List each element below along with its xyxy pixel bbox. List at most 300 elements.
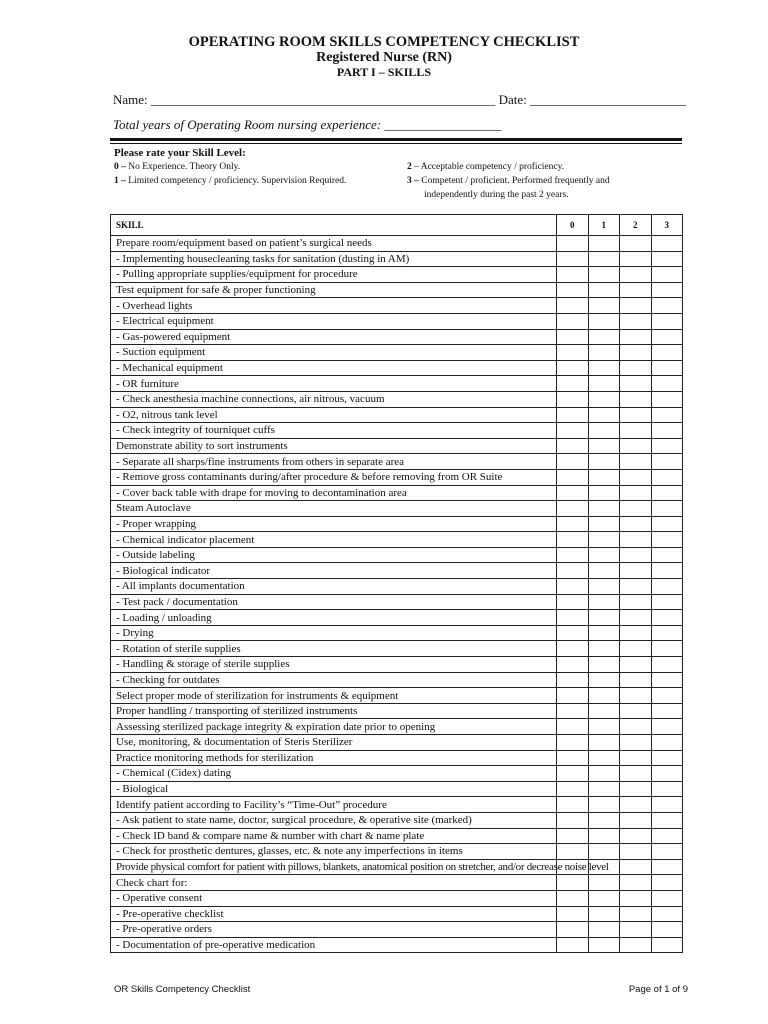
skills-table-body <box>111 236 683 953</box>
rating-cell-3[interactable] <box>651 501 683 517</box>
rating-cell-0[interactable] <box>557 641 589 657</box>
table-row <box>111 641 683 657</box>
rating-cell-1[interactable] <box>588 438 620 454</box>
table-row <box>111 890 683 906</box>
table-row <box>111 703 683 719</box>
legend-num: 0 – <box>114 162 126 172</box>
rating-cell-2[interactable] <box>620 750 652 766</box>
rating-cell-0[interactable] <box>557 657 589 673</box>
rating-cell-1[interactable] <box>588 579 620 595</box>
rating-cell-0[interactable] <box>557 906 589 922</box>
rating-cell-3[interactable] <box>651 735 683 751</box>
rating-cell-3[interactable] <box>651 532 683 548</box>
rating-cell-2[interactable] <box>620 267 652 283</box>
rating-cell-1[interactable] <box>588 797 620 813</box>
rating-cell-0[interactable] <box>557 485 589 501</box>
rating-cell-1[interactable] <box>588 376 620 392</box>
rating-cell-2[interactable] <box>620 345 652 361</box>
skill-cell: - Suction equipment <box>111 345 557 361</box>
skill-cell: - Biological <box>111 781 557 797</box>
rating-cell-3[interactable] <box>651 313 683 329</box>
table-row <box>111 797 683 813</box>
skill-cell: - Loading / unloading <box>111 610 557 626</box>
table-row <box>111 719 683 735</box>
rating-cell-1[interactable] <box>588 641 620 657</box>
rating-cell-3[interactable] <box>651 688 683 704</box>
rating-cell-2[interactable] <box>620 423 652 439</box>
table-row <box>111 236 683 252</box>
legend-text: – Acceptable competency / proficiency. <box>411 162 565 172</box>
rating-cell-2[interactable] <box>620 828 652 844</box>
skill-cell: - Gas-powered equipment <box>111 329 557 345</box>
rating-cell-2[interactable] <box>620 844 652 860</box>
rating-cell-3[interactable] <box>651 797 683 813</box>
rating-cell-0[interactable] <box>557 781 589 797</box>
rating-cell-3[interactable] <box>651 407 683 423</box>
rating-cell-2[interactable] <box>620 579 652 595</box>
rating-cell-2[interactable] <box>620 812 652 828</box>
rating-cell-1[interactable] <box>588 937 620 953</box>
rating-cell-2[interactable] <box>620 501 652 517</box>
rating-cell-1[interactable] <box>588 563 620 579</box>
divider-thin <box>110 143 682 144</box>
rating-cell-2[interactable] <box>620 251 652 267</box>
table-header-row <box>111 215 683 236</box>
table-row <box>111 812 683 828</box>
name-date-line[interactable]: Name: _____________________________________________________ Date: ________________________ <box>113 92 687 107</box>
rating-cell-2[interactable] <box>620 890 652 906</box>
table-row <box>111 579 683 595</box>
rating-cell-3[interactable] <box>651 657 683 673</box>
table-row <box>111 329 683 345</box>
table-row <box>111 610 683 626</box>
rating-cell-2[interactable] <box>620 360 652 376</box>
skill-cell: - Check integrity of tourniquet cuffs <box>111 423 557 439</box>
table-row <box>111 657 683 673</box>
skill-cell: - Electrical equipment <box>111 313 557 329</box>
table-row <box>111 532 683 548</box>
skill-cell: - Pre-operative orders <box>111 922 557 938</box>
rating-cell-1[interactable] <box>588 391 620 407</box>
skill-cell: - Cover back table with drape for moving to decontamination area <box>111 485 557 501</box>
rating-cell-2[interactable] <box>620 781 652 797</box>
table-row <box>111 516 683 532</box>
rating-cell-3[interactable] <box>651 485 683 501</box>
rating-cell-2[interactable] <box>620 859 652 875</box>
skill-cell: - Handling & storage of sterile supplies <box>111 657 557 673</box>
skill-cell: - Chemical (Cidex) dating <box>111 766 557 782</box>
rating-cell-2[interactable] <box>620 625 652 641</box>
rating-cell-2[interactable] <box>620 922 652 938</box>
skill-cell: - Check anesthesia machine connections, air nitrous, vacuum <box>111 391 557 407</box>
rating-cell-1[interactable] <box>588 766 620 782</box>
rating-cell-1[interactable] <box>588 423 620 439</box>
rating-cell-3[interactable] <box>651 812 683 828</box>
rating-cell-3[interactable] <box>651 828 683 844</box>
header-skill: SKILL <box>111 215 557 236</box>
table-row <box>111 501 683 517</box>
skills-table <box>110 214 683 953</box>
rating-cell-0[interactable] <box>557 750 589 766</box>
rating-cell-0[interactable] <box>557 267 589 283</box>
legend-text: Limited competency / proficiency. Supervision Required. <box>125 176 347 186</box>
rating-cell-3[interactable] <box>651 251 683 267</box>
rating-cell-3[interactable] <box>651 625 683 641</box>
skill-cell: Prepare room/equipment based on patient’s surgical needs <box>111 236 557 252</box>
skill-cell: Steam Autoclave <box>111 501 557 517</box>
rating-cell-2[interactable] <box>620 313 652 329</box>
legend-title: Please rate your Skill Level: <box>114 147 246 159</box>
rating-cell-1[interactable] <box>588 781 620 797</box>
rating-cell-3[interactable] <box>651 890 683 906</box>
rating-cell-3[interactable] <box>651 329 683 345</box>
header-level-0: 0 <box>557 215 589 236</box>
rating-cell-0[interactable] <box>557 469 589 485</box>
header-level-3: 3 <box>651 215 683 236</box>
rating-cell-0[interactable] <box>557 282 589 298</box>
rating-cell-3[interactable] <box>651 267 683 283</box>
table-row <box>111 844 683 860</box>
rating-cell-2[interactable] <box>620 485 652 501</box>
rating-cell-3[interactable] <box>651 391 683 407</box>
rating-cell-1[interactable] <box>588 890 620 906</box>
rating-cell-3[interactable] <box>651 875 683 891</box>
rating-cell-2[interactable] <box>620 875 652 891</box>
rating-cell-0[interactable] <box>557 345 589 361</box>
footer-title: OR Skills Competency Checklist <box>114 984 251 995</box>
rating-cell-1[interactable] <box>588 454 620 470</box>
rating-cell-3[interactable] <box>651 859 683 875</box>
rating-cell-0[interactable] <box>557 251 589 267</box>
rating-cell-2[interactable] <box>620 454 652 470</box>
document-subtitle: Registered Nurse (RN) <box>316 50 452 65</box>
rating-cell-0[interactable] <box>557 360 589 376</box>
rating-cell-2[interactable] <box>620 703 652 719</box>
rating-cell-3[interactable] <box>651 423 683 439</box>
rating-cell-3[interactable] <box>651 454 683 470</box>
experience-line[interactable]: Total years of Operating Room nursing experience: __________________ <box>113 117 502 132</box>
rating-cell-3[interactable] <box>651 672 683 688</box>
rating-cell-0[interactable] <box>557 501 589 517</box>
skill-cell: - Check for prosthetic dentures, glasses, etc. & note any imperfections in items <box>111 844 557 860</box>
rating-cell-3[interactable] <box>651 594 683 610</box>
skill-cell: - Pre-operative checklist <box>111 906 557 922</box>
rating-cell-1[interactable] <box>588 625 620 641</box>
rating-cell-2[interactable] <box>620 391 652 407</box>
rating-cell-2[interactable] <box>620 547 652 563</box>
table-row <box>111 485 683 501</box>
table-row <box>111 313 683 329</box>
rating-cell-3[interactable] <box>651 360 683 376</box>
table-row <box>111 407 683 423</box>
rating-cell-1[interactable] <box>588 329 620 345</box>
document-title: OPERATING ROOM SKILLS COMPETENCY CHECKLIST <box>188 34 580 50</box>
rating-cell-0[interactable] <box>557 563 589 579</box>
rating-cell-0[interactable] <box>557 719 589 735</box>
rating-cell-1[interactable] <box>588 547 620 563</box>
rating-cell-1[interactable] <box>588 812 620 828</box>
skill-cell: - Ask patient to state name, doctor, surgical procedure, & operative site (marked) <box>111 812 557 828</box>
rating-cell-0[interactable] <box>557 797 589 813</box>
skill-cell: Check chart for: <box>111 875 557 891</box>
rating-cell-1[interactable] <box>588 501 620 517</box>
table-row <box>111 766 683 782</box>
legend-item-3-continued: independently during the past 2 years. <box>424 190 569 200</box>
rating-cell-3[interactable] <box>651 766 683 782</box>
rating-cell-0[interactable] <box>557 532 589 548</box>
rating-cell-0[interactable] <box>557 298 589 314</box>
skill-cell: - OR furniture <box>111 376 557 392</box>
skill-cell: Test equipment for safe & proper functioning <box>111 282 557 298</box>
skill-cell: - Test pack / documentation <box>111 594 557 610</box>
footer-page-number: Page of 1 of 9 <box>628 984 688 995</box>
rating-cell-1[interactable] <box>588 298 620 314</box>
table-row <box>111 922 683 938</box>
skill-cell: Practice monitoring methods for sterilization <box>111 750 557 766</box>
legend-text: No Experience. Theory Only. <box>125 162 241 172</box>
rating-cell-3[interactable] <box>651 937 683 953</box>
rating-cell-1[interactable] <box>588 516 620 532</box>
rating-cell-3[interactable] <box>651 345 683 361</box>
skill-cell: - Biological indicator <box>111 563 557 579</box>
rating-cell-0[interactable] <box>557 688 589 704</box>
rating-cell-0[interactable] <box>557 844 589 860</box>
skill-cell: - Drying <box>111 625 557 641</box>
rating-cell-3[interactable] <box>651 516 683 532</box>
rating-cell-2[interactable] <box>620 298 652 314</box>
legend-text: Competent / proficient. Performed frequently and <box>418 176 610 186</box>
rating-cell-0[interactable] <box>557 610 589 626</box>
rating-cell-1[interactable] <box>588 313 620 329</box>
rating-cell-0[interactable] <box>557 890 589 906</box>
rating-cell-0[interactable] <box>557 922 589 938</box>
table-row <box>111 875 683 891</box>
rating-cell-1[interactable] <box>588 922 620 938</box>
rating-cell-2[interactable] <box>620 329 652 345</box>
table-row <box>111 547 683 563</box>
table-row <box>111 781 683 797</box>
rating-cell-0[interactable] <box>557 376 589 392</box>
rating-cell-2[interactable] <box>620 407 652 423</box>
rating-cell-2[interactable] <box>620 236 652 252</box>
rating-cell-1[interactable] <box>588 282 620 298</box>
rating-cell-1[interactable] <box>588 532 620 548</box>
rating-cell-1[interactable] <box>588 844 620 860</box>
rating-cell-1[interactable] <box>588 236 620 252</box>
skill-cell: - O2, nitrous tank level <box>111 407 557 423</box>
skill-cell: Use, monitoring, & documentation of Steris Sterilizer <box>111 735 557 751</box>
skill-cell: - Rotation of sterile supplies <box>111 641 557 657</box>
rating-cell-1[interactable] <box>588 688 620 704</box>
rating-cell-0[interactable] <box>557 703 589 719</box>
rating-cell-0[interactable] <box>557 875 589 891</box>
table-row <box>111 438 683 454</box>
skill-cell: Assessing sterilized package integrity & expiration date prior to opening <box>111 719 557 735</box>
rating-cell-3[interactable] <box>651 641 683 657</box>
rating-cell-1[interactable] <box>588 828 620 844</box>
rating-cell-3[interactable] <box>651 563 683 579</box>
rating-cell-0[interactable] <box>557 937 589 953</box>
rating-cell-1[interactable] <box>588 594 620 610</box>
table-row <box>111 672 683 688</box>
rating-cell-3[interactable] <box>651 610 683 626</box>
table-row <box>111 423 683 439</box>
rating-cell-2[interactable] <box>620 594 652 610</box>
rating-cell-1[interactable] <box>588 345 620 361</box>
rating-cell-1[interactable] <box>588 735 620 751</box>
rating-cell-1[interactable] <box>588 657 620 673</box>
table-row <box>111 937 683 953</box>
table-row <box>111 282 683 298</box>
legend-num: 3 – <box>407 176 419 186</box>
rating-cell-2[interactable] <box>620 937 652 953</box>
skill-cell: Select proper mode of sterilization for instruments & equipment <box>111 688 557 704</box>
rating-cell-2[interactable] <box>620 688 652 704</box>
skill-cell: Demonstrate ability to sort instruments <box>111 438 557 454</box>
skill-cell: - All implants documentation <box>111 579 557 595</box>
skill-cell: - Pulling appropriate supplies/equipment for procedure <box>111 267 557 283</box>
rating-cell-0[interactable] <box>557 313 589 329</box>
rating-cell-2[interactable] <box>620 376 652 392</box>
legend-item-3 <box>407 176 610 186</box>
rating-cell-1[interactable] <box>588 469 620 485</box>
table-row <box>111 345 683 361</box>
rating-cell-0[interactable] <box>557 735 589 751</box>
rating-cell-0[interactable] <box>557 454 589 470</box>
rating-cell-1[interactable] <box>588 672 620 688</box>
skill-cell: Provide physical comfort for patient with pillows, blankets, anatomical position on stretcher, and/or decrease noise level <box>111 859 557 875</box>
rating-cell-2[interactable] <box>620 469 652 485</box>
table-row <box>111 391 683 407</box>
rating-cell-3[interactable] <box>651 719 683 735</box>
rating-cell-2[interactable] <box>620 641 652 657</box>
rating-cell-0[interactable] <box>557 516 589 532</box>
table-row <box>111 563 683 579</box>
rating-cell-1[interactable] <box>588 719 620 735</box>
rating-cell-3[interactable] <box>651 844 683 860</box>
skill-cell: - Check ID band & compare name & number with chart & name plate <box>111 828 557 844</box>
rating-cell-3[interactable] <box>651 750 683 766</box>
rating-cell-1[interactable] <box>588 251 620 267</box>
skill-cell: - Implementing housecleaning tasks for sanitation (dusting in AM) <box>111 251 557 267</box>
table-row <box>111 906 683 922</box>
rating-cell-3[interactable] <box>651 547 683 563</box>
table-row <box>111 251 683 267</box>
rating-cell-3[interactable] <box>651 236 683 252</box>
rating-cell-1[interactable] <box>588 267 620 283</box>
rating-cell-0[interactable] <box>557 407 589 423</box>
rating-cell-2[interactable] <box>620 657 652 673</box>
header-level-2: 2 <box>620 215 652 236</box>
rating-cell-2[interactable] <box>620 516 652 532</box>
rating-cell-2[interactable] <box>620 906 652 922</box>
table-row <box>111 298 683 314</box>
rating-cell-2[interactable] <box>620 735 652 751</box>
divider-thick <box>110 138 682 141</box>
rating-cell-0[interactable] <box>557 672 589 688</box>
rating-cell-3[interactable] <box>651 703 683 719</box>
table-row <box>111 594 683 610</box>
rating-cell-3[interactable] <box>651 922 683 938</box>
rating-cell-1[interactable] <box>588 610 620 626</box>
rating-cell-0[interactable] <box>557 625 589 641</box>
rating-cell-1[interactable] <box>588 407 620 423</box>
rating-cell-0[interactable] <box>557 766 589 782</box>
rating-cell-3[interactable] <box>651 469 683 485</box>
rating-cell-0[interactable] <box>557 579 589 595</box>
rating-cell-2[interactable] <box>620 719 652 735</box>
table-row <box>111 360 683 376</box>
table-row <box>111 376 683 392</box>
legend-num: 2 <box>407 162 412 172</box>
document-part: PART I – SKILLS <box>336 65 432 79</box>
rating-cell-3[interactable] <box>651 579 683 595</box>
rating-cell-1[interactable] <box>588 750 620 766</box>
table-row <box>111 267 683 283</box>
skill-cell: - Proper wrapping <box>111 516 557 532</box>
rating-cell-2[interactable] <box>620 563 652 579</box>
skill-cell: - Separate all sharps/fine instruments from others in separate area <box>111 454 557 470</box>
skill-cell: - Checking for outdates <box>111 672 557 688</box>
table-row <box>111 625 683 641</box>
legend-item-2 <box>407 162 564 172</box>
table-row <box>111 735 683 751</box>
rating-cell-3[interactable] <box>651 298 683 314</box>
rating-cell-2[interactable] <box>620 438 652 454</box>
table-row <box>111 828 683 844</box>
table-row <box>111 859 683 875</box>
legend-num: 1 – <box>114 176 126 186</box>
rating-cell-0[interactable] <box>557 391 589 407</box>
rating-cell-2[interactable] <box>620 610 652 626</box>
rating-cell-1[interactable] <box>588 360 620 376</box>
rating-cell-0[interactable] <box>557 828 589 844</box>
table-row <box>111 750 683 766</box>
legend-item-1 <box>114 176 346 186</box>
skill-cell: - Mechanical equipment <box>111 360 557 376</box>
rating-cell-1[interactable] <box>588 485 620 501</box>
rating-cell-0[interactable] <box>557 438 589 454</box>
skill-cell: Identify patient according to Facility’s “Time-Out” procedure <box>111 797 557 813</box>
table-row <box>111 469 683 485</box>
rating-cell-0[interactable] <box>557 236 589 252</box>
skill-cell: - Operative consent <box>111 890 557 906</box>
rating-cell-1[interactable] <box>588 703 620 719</box>
rating-cell-1[interactable] <box>588 906 620 922</box>
skill-cell: - Remove gross contaminants during/after procedure & before removing from OR Suite <box>111 469 557 485</box>
rating-cell-3[interactable] <box>651 282 683 298</box>
rating-cell-0[interactable] <box>557 423 589 439</box>
skill-cell: - Outside labeling <box>111 547 557 563</box>
rating-cell-1[interactable] <box>588 875 620 891</box>
rating-cell-3[interactable] <box>651 376 683 392</box>
rating-cell-2[interactable] <box>620 532 652 548</box>
rating-cell-3[interactable] <box>651 906 683 922</box>
rating-cell-0[interactable] <box>557 594 589 610</box>
rating-cell-0[interactable] <box>557 812 589 828</box>
rating-cell-2[interactable] <box>620 282 652 298</box>
rating-cell-3[interactable] <box>651 781 683 797</box>
rating-cell-0[interactable] <box>557 547 589 563</box>
skill-cell: - Chemical indicator placement <box>111 532 557 548</box>
table-row <box>111 688 683 704</box>
skill-cell: - Documentation of pre-operative medication <box>111 937 557 953</box>
rating-cell-2[interactable] <box>620 766 652 782</box>
rating-cell-0[interactable] <box>557 329 589 345</box>
rating-cell-2[interactable] <box>620 672 652 688</box>
rating-cell-3[interactable] <box>651 438 683 454</box>
rating-cell-2[interactable] <box>620 797 652 813</box>
